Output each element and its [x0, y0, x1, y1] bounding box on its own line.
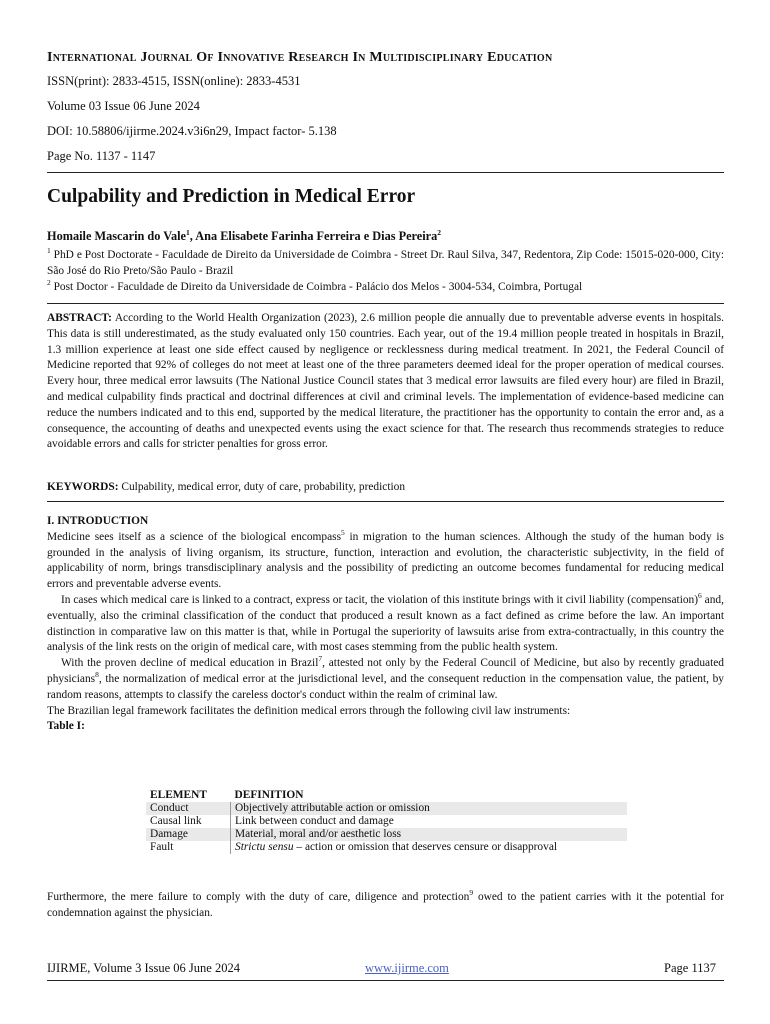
intro-p3-text-a: With the proven decline of medical education in Brazil: [61, 657, 319, 670]
table-header-definition: DEFINITION: [234, 789, 304, 801]
footer-website-link[interactable]: www.ijirme.com: [365, 961, 449, 975]
intro-paragraph-1: [47, 530, 724, 593]
affiliation-divider: [47, 303, 724, 304]
footer-divider: [47, 980, 724, 981]
table-row: [146, 841, 627, 854]
affiliation-1: [47, 248, 724, 279]
footnote-ref-7: 7: [318, 654, 323, 664]
table-label: Table I:: [47, 720, 85, 733]
intro-p1-text-a: Medicine sees itself as a science of the biological encompass: [47, 530, 342, 543]
table-cell-definition-rest: – action or omission that deserves censure or disapproval: [293, 841, 558, 853]
intro-p1-text-b: in migration to the human sciences. Although the study of the human body is grounded in the analysis of living organism, its structure, function, interaction and evolution, the characteristic subjectivity, in the field of applicability of norm, brings transdisciplinary analysis and the possibility of predicting an outcome becomes fundamental for reducing medical errors and preventable adverse events.: [47, 530, 724, 591]
table-cell-element: Fault: [150, 841, 174, 853]
affiliation-2: [47, 280, 724, 296]
table-cell-definition: Objectively attributable action or omission: [231, 802, 628, 815]
affiliation-1-num: 1: [47, 246, 51, 256]
journal-name: International Journal Of Innovative Research In Multidisciplinary Education: [47, 50, 553, 65]
abstract-label: ABSTRACT:: [47, 312, 112, 324]
affiliation-1-text: PhD e Post Doctorate - Faculdade de Direito da Universidade de Coimbra - Street Dr. Raul Silva, 347, Redentora, Zip Code: 15015-020-000, City: São José do Rio Preto/São Paulo - Brazil: [47, 249, 724, 277]
intro-p3-text-b: , attested not only by the Federal Council of Medicine, but also by recently graduated physicians: [47, 657, 725, 685]
author-1: Homaile Mascarin do Vale: [47, 229, 187, 243]
table-row: [146, 815, 627, 828]
post-table-text-b: owed to the patient carries with it the potential for condemnation against the physician.: [47, 891, 725, 919]
post-table-paragraph: [47, 890, 724, 922]
journal-header: [47, 50, 727, 174]
volume-line: Volume 03 Issue 06 June 2024: [47, 99, 200, 113]
table-cell-definition: Link between conduct and damage: [231, 815, 628, 828]
abstract: [47, 311, 724, 453]
issn-line: ISSN(print): 2833-4515, ISSN(online): 2833-4531: [47, 74, 301, 88]
footnote-ref-9: 9: [469, 888, 474, 898]
footnote-ref-5: 5: [341, 528, 345, 537]
table-cell-element: Causal link: [150, 815, 202, 827]
introduction-heading: I. INTRODUCTION: [47, 515, 149, 527]
header-divider: [47, 172, 724, 173]
author-1-sup: 1: [186, 227, 190, 237]
table-cell-element: Damage: [146, 828, 231, 841]
page-range: Page No. 1137 - 1147: [47, 149, 156, 163]
author-separator: ,: [189, 229, 196, 243]
table-row: [146, 828, 627, 841]
page-footer: [47, 961, 724, 979]
intro-p3-text-c: , the normalization of medical error at the jurisdictional level, and the consequent reduction in the compensation value, the patient, by random reasons, attempts to classify the careless doctor's conduct within the realm of criminal law.: [47, 672, 724, 701]
post-table-text-a: Furthermore, the mere failure to comply with the duty of care, diligence and protection: [47, 891, 470, 903]
table-cell-definition: [231, 841, 628, 854]
keywords-text: Culpability, medical error, duty of care, probability, prediction: [118, 481, 406, 493]
intro-paragraph-2: [47, 593, 724, 656]
table-row: [146, 802, 627, 815]
table-cell-definition-italic: Strictu sensu: [235, 841, 294, 853]
keywords-label: KEYWORDS:: [47, 481, 119, 493]
introduction-section: [47, 514, 724, 735]
keywords: [47, 481, 724, 493]
table-cell-element: Conduct: [146, 802, 231, 815]
table-header-element: ELEMENT: [150, 789, 207, 801]
author-2-sup: 2: [437, 227, 442, 237]
affiliation-2-text: Post Doctor - Faculdade de Direito da Universidade de Coimbra - Palácio dos Melos - 3004-534, Coimbra, Portugal: [50, 281, 583, 293]
intro-paragraph-3: [47, 656, 724, 703]
author-line: [47, 229, 441, 244]
footnote-ref-8: 8: [95, 670, 99, 680]
intro-paragraph-4: The Brazilian legal framework facilitates the definition medical errors through the following civil law instruments:: [47, 704, 571, 717]
doi-line: DOI: 10.58806/ijirme.2024.v3i6n29, Impact factor- 5.138: [47, 124, 337, 138]
table-cell-definition: Material, moral and/or aesthetic loss: [231, 828, 628, 841]
affiliation-2-num: 2: [47, 278, 51, 288]
intro-p2-text-b: and, eventually, also the criminal classification of the conduct that produced a result known as a fact defined as crime before the law. An important distinction in comparative law on this matter is that, while in Portugal the superiority of lawsuits arise from extra-contractually, in this country the analysis of the link rests on the origin of medical care, with most cases stemming from the public health system.: [47, 593, 724, 654]
footnote-ref-6: 6: [698, 591, 702, 601]
table-header-row: [146, 789, 627, 802]
footer-page-number: Page 1137: [664, 961, 716, 975]
abstract-text: According to the World Health Organization (2023), 2.6 million people die annually due to preventable adverse events in hospitals. This data is still underestimated, as the study evaluated only 150 countries. Each year, out of the 19.4 million people treated in hospitals in Brazil, 1.3 million experience at least one side effect caused by negligence or recklessness during medical treatment. In 2021, the Federal Council of Medicine reported that 92% of colleges do not meet at least one of the three parameters deemed ideal for the proper operation of medical courses. Every hour, three medical error lawsuits (The National Justice Council states that 3 medical error lawsuits are filed every hour) are filed in Brazil, and medical culpability finds practical and doctrinal differences at civil and criminal levels. The implementation of evidence-based medicine can reduce the numbers indicated and to this end, supported by the medical literature, the practitioner has the opportunity to contain the error and, as a consequence, the accounting of deaths and unexpected events using the exact science for that. The research thus recommends strategies to reduce avoidable errors and calls for stricter penalties for gross error.: [47, 312, 724, 451]
keywords-divider: [47, 501, 724, 502]
definition-table: [146, 789, 627, 854]
author-2: Ana Elisabete Farinha Ferreira e Dias Pereira: [195, 229, 438, 243]
footer-journal-info: IJIRME, Volume 3 Issue 06 June 2024: [47, 961, 240, 975]
intro-p2-text-a: In cases which medical care is linked to a contract, express or tacit, the violation of this institute brings with it civil liability (compensation): [61, 593, 699, 606]
paper-title: Culpability and Prediction in Medical Error: [47, 186, 416, 207]
